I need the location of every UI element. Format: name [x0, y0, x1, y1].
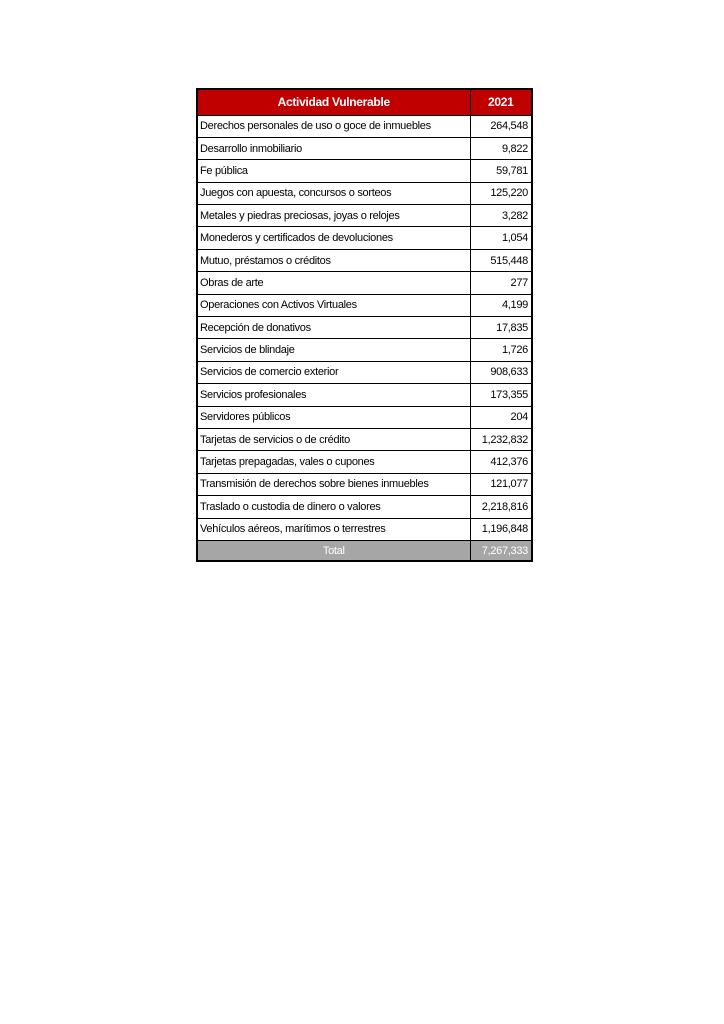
total-label: Total: [197, 540, 470, 561]
table-row: [197, 115, 532, 137]
row-label: Operaciones con Activos Virtuales: [197, 294, 470, 316]
row-value: 125,220: [470, 182, 532, 204]
table-row: [197, 361, 532, 383]
row-label: Servicios profesionales: [197, 384, 470, 406]
actividad-vulnerable-table: [196, 88, 533, 562]
row-value: 121,077: [470, 473, 532, 495]
total-value: 7,267,333: [470, 540, 532, 561]
total-row: [197, 540, 532, 561]
row-label: Recepción de donativos: [197, 317, 470, 339]
table-row: [197, 339, 532, 361]
row-label: Transmisión de derechos sobre bienes inmuebles: [197, 473, 470, 495]
table-row: [197, 182, 532, 204]
table-row: [197, 317, 532, 339]
row-value: 1,196,848: [470, 518, 532, 540]
row-value: 1,054: [470, 227, 532, 249]
row-value: 2,218,816: [470, 496, 532, 518]
row-label: Traslado o custodia de dinero o valores: [197, 496, 470, 518]
row-value: 277: [470, 272, 532, 294]
row-value: 412,376: [470, 451, 532, 473]
table-row: [197, 160, 532, 182]
row-label: Metales y piedras preciosas, joyas o relojes: [197, 205, 470, 227]
row-value: 1,726: [470, 339, 532, 361]
table-row: [197, 384, 532, 406]
row-value: 9,822: [470, 137, 532, 159]
table-row: [197, 294, 532, 316]
row-label: Fe pública: [197, 160, 470, 182]
table-header-row: [197, 89, 532, 115]
column-header-actividad-vulnerable: Actividad Vulnerable: [197, 89, 470, 115]
row-label: Monederos y certificados de devoluciones: [197, 227, 470, 249]
row-label: Derechos personales de uso o goce de inmuebles: [197, 115, 470, 137]
table-row: [197, 227, 532, 249]
table-row: [197, 473, 532, 495]
table-body: [197, 115, 532, 540]
table-row: [197, 406, 532, 428]
table-row: [197, 272, 532, 294]
column-header-2021: 2021: [470, 89, 532, 115]
row-value: 908,633: [470, 361, 532, 383]
row-value: 173,355: [470, 384, 532, 406]
table-row: [197, 137, 532, 159]
row-label: Servicios de blindaje: [197, 339, 470, 361]
row-value: 515,448: [470, 249, 532, 271]
table-row: [197, 249, 532, 271]
row-label: Tarjetas prepagadas, vales o cupones: [197, 451, 470, 473]
row-value: 204: [470, 406, 532, 428]
row-label: Desarrollo inmobiliario: [197, 137, 470, 159]
row-label: Obras de arte: [197, 272, 470, 294]
table-row: [197, 205, 532, 227]
row-label: Servicios de comercio exterior: [197, 361, 470, 383]
table-row: [197, 428, 532, 450]
row-label: Tarjetas de servicios o de crédito: [197, 428, 470, 450]
row-label: Servidores públicos: [197, 406, 470, 428]
table-row: [197, 496, 532, 518]
row-value: 17,835: [470, 317, 532, 339]
row-value: 1,232,832: [470, 428, 532, 450]
row-value: 4,199: [470, 294, 532, 316]
row-label: Vehículos aéreos, marítimos o terrestres: [197, 518, 470, 540]
row-label: Mutuo, préstamos o créditos: [197, 249, 470, 271]
table-row: [197, 451, 532, 473]
row-value: 264,548: [470, 115, 532, 137]
table-row: [197, 518, 532, 540]
row-value: 59,781: [470, 160, 532, 182]
row-label: Juegos con apuesta, concursos o sorteos: [197, 182, 470, 204]
row-value: 3,282: [470, 205, 532, 227]
